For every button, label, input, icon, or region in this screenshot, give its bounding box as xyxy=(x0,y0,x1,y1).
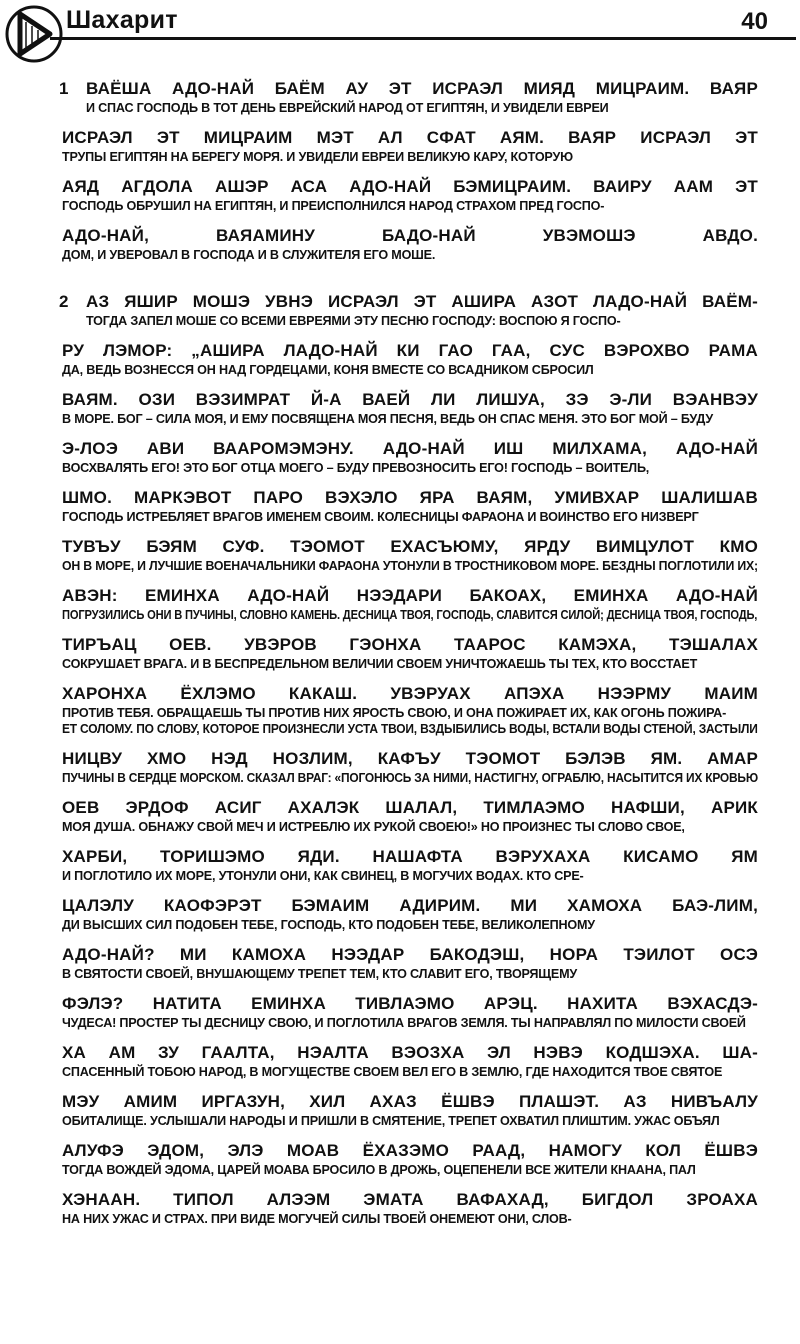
translation-line: ЧУДЕСА! ПРОСТЕР ТЫ ДЕСНИЦУ СВОЮ, И ПОГЛОТИЛА ВРАГОВ ЗЕМЛЯ. ТЫ НАПРАВЛЯЛ ПО МИЛОСТИ СВОЕЙ xyxy=(62,1016,746,1030)
line-pair xyxy=(62,389,758,427)
translation-line: И СПАС ГОСПОДЬ В ТОТ ДЕНЬ ЕВРЕЙСКИЙ НАРОД ОТ ЕГИПТЯН, И УВИДЕЛИ ЕВРЕИ xyxy=(86,101,609,115)
prayer-text xyxy=(59,78,758,1238)
transliteration-line: ХАРОНХА ЁХЛЭМО КАКАШ. УВЭРУАХ АПЭХА НЭЭРМУ МАИМ xyxy=(62,684,758,703)
translation-line: ЕТ СОЛОМУ. ПО СЛОВУ, КОТОРОЕ ПРОИЗНЕСЛИ УСТА ТВОИ, ВЗДЫБИЛИСЬ ВОДЫ, ВСТАЛИ ВОДЫ СТЕНОЙ, ЗАСТЫЛИ xyxy=(62,722,758,736)
transliteration-line: ХАРБИ, ТОРИШЭМО ЯДИ. НАШАФТА ВЭРУХАХА КИСАМО ЯМ xyxy=(62,847,758,866)
translation-line: ПРОТИВ ТЕБЯ. ОБРАЩАЕШЬ ТЫ ПРОТИВ НИХ ЯРОСТЬ СВОЮ, И ОНА ПОЖИРАЕТ ИХ, КАК ОГОНЬ ПОЖИРА- xyxy=(62,706,727,720)
line-pair xyxy=(62,944,758,982)
line-pair xyxy=(62,78,758,116)
line-pair xyxy=(62,895,758,933)
transliteration-line: ФЭЛЭ? НАТИТА ЕМИНХА ТИВЛАЭМО АРЭЦ. НАХИТА ВЭХАСДЭ- xyxy=(62,994,758,1013)
line-pair xyxy=(62,536,758,574)
line-pair xyxy=(62,438,758,476)
line-pair xyxy=(62,176,758,214)
transliteration-line: ВАЯМ. ОЗИ ВЭЗИМРАТ Й-А ВАЕЙ ЛИ ЛИШУА, ЗЭ Э-ЛИ ВЭАНВЭУ xyxy=(62,390,758,409)
line-pair xyxy=(62,225,758,263)
line-pair xyxy=(62,634,758,672)
translation-line: В СВЯТОСТИ СВОЕЙ, ВНУШАЮЩЕМУ ТРЕПЕТ ТЕМ, КТО СЛАВИТ ЕГО, ТВОРЯЩЕМУ xyxy=(62,967,578,981)
transliteration-line: Э-ЛОЭ АВИ ВААРОМЭМЭНУ. АДО-НАЙ ИШ МИЛХАМА, АДО-НАЙ xyxy=(62,439,758,458)
translation-line: ПОГРУЗИЛИСЬ ОНИ В ПУЧИНЫ, СЛОВНО КАМЕНЬ. ДЕСНИЦА ТВОЯ, ГОСПОДЬ, СЛАВИТСЯ СИЛОЙ; ДЕСНИЦА ТВОЯ, ГОСПОДЬ, xyxy=(62,608,758,622)
transliteration-line: АДО-НАЙ? МИ КАМОХА НЭЭДАР БАКОДЭШ, НОРА ТЭИЛОТ ОСЭ xyxy=(62,945,758,964)
line-pair xyxy=(62,1091,758,1129)
harp-emblem-icon xyxy=(4,4,64,64)
translation-line: ТОГДА ЗАПЕЛ МОШЕ СО ВСЕМИ ЕВРЕЯМИ ЭТУ ПЕСНЮ ГОСПОДУ: ВОСПОЮ Я ГОСПО- xyxy=(86,314,621,328)
page-header xyxy=(0,0,800,70)
header-rule xyxy=(50,37,796,40)
translation-line: ГОСПОДЬ ИСТРЕБЛЯЕТ ВРАГОВ ИМЕНЕМ СВОИМ. КОЛЕСНИЦЫ ФАРАОНА И ВОИНСТВО ЕГО НИЗВЕРГ xyxy=(62,510,699,524)
line-pair xyxy=(62,748,758,786)
translation-line: СОКРУШАЕТ ВРАГА. И В БЕСПРЕДЕЛЬНОМ ВЕЛИЧИИ СВОЕМ УНИЧТОЖАЕШЬ ТЫ ТЕХ, КТО ВОССТАЕТ xyxy=(62,657,698,671)
translation-line: НА НИХ УЖАС И СТРАХ. ПРИ ВИДЕ МОГУЧЕЙ СИЛЫ ТВОЕЙ ОНЕМЕЮТ ОНИ, СЛОВ- xyxy=(62,1212,572,1226)
verse-paragraph xyxy=(59,78,758,263)
translation-line: МОЯ ДУША. ОБНАЖУ СВОЙ МЕЧ И ИСТРЕБЛЮ ИХ РУКОЙ СВОЕЮ!» НО ПРОИЗНЕС ТЫ СЛОВО СВОЕ, xyxy=(62,820,685,834)
transliteration-line: РУ ЛЭМОР: „АШИРА ЛАДО-НАЙ КИ ГАО ГАА, СУС ВЭРОХВО РАМА xyxy=(62,341,758,360)
page-title: Шахарит xyxy=(66,6,178,34)
line-pair xyxy=(62,1189,758,1227)
translation-line: ГОСПОДЬ ОБРУШИЛ НА ЕГИПТЯН, И ПРЕИСПОЛНИЛСЯ НАРОД СТРАХОМ ПРЕД ГОСПО- xyxy=(62,199,605,213)
line-pair xyxy=(62,797,758,835)
line-pair xyxy=(62,683,758,737)
page-number: 40 xyxy=(741,8,768,35)
transliteration-line: ТУВЪУ БЭЯМ СУФ. ТЭОМОТ ЕХАСЪЮМУ, ЯРДУ ВИМЦУЛОТ КМО xyxy=(62,537,758,556)
translation-line: ТРУПЫ ЕГИПТЯН НА БЕРЕГУ МОРЯ. И УВИДЕЛИ ЕВРЕИ ВЕЛИКУЮ КАРУ, КОТОРУЮ xyxy=(62,150,573,164)
line-pair xyxy=(62,340,758,378)
transliteration-line: АДО-НАЙ, ВАЯАМИНУ БАДО-НАЙ УВЭМОШЭ АВДО. xyxy=(62,226,758,245)
transliteration-line: НИЦВУ ХМО НЭД НОЗЛИМ, КАФЪУ ТЭОМОТ БЭЛЭВ ЯМ. АМАР xyxy=(62,749,758,768)
line-pair xyxy=(62,127,758,165)
line-pair xyxy=(62,487,758,525)
transliteration-line: АЛУФЭ ЭДОМ, ЭЛЭ МОАВ ЁХАЗЭМО РААД, НАМОГУ КОЛ ЁШВЭ xyxy=(62,1141,758,1160)
verse-paragraph xyxy=(59,291,758,1227)
translation-line: ДОМ, И УВЕРОВАЛ В ГОСПОДА И В СЛУЖИТЕЛЯ ЕГО МОШЕ. xyxy=(62,248,436,262)
line-pair xyxy=(62,291,758,329)
transliteration-line: АВЭН: ЕМИНХА АДО-НАЙ НЭЭДАРИ БАКОАХ, ЕМИНХА АДО-НАЙ xyxy=(62,586,758,605)
transliteration-line: АЯД АГДОЛА АШЭР АСА АДО-НАЙ БЭМИЦРАИМ. ВАИРУ ААМ ЭТ xyxy=(62,177,758,196)
verse-number: 2 xyxy=(59,292,69,311)
translation-line: И ПОГЛОТИЛО ИХ МОРЕ, УТОНУЛИ ОНИ, КАК СВИНЕЦ, В МОГУЧИХ ВОДАХ. КТО СРЕ- xyxy=(62,869,584,883)
transliteration-line: ХЭНААН. ТИПОЛ АЛЭЭМ ЭМАТА ВАФАХАД, БИГДОЛ ЗРОАХА xyxy=(62,1190,758,1209)
line-pair xyxy=(62,993,758,1031)
transliteration-line: ВАЁША АДО-НАЙ БАЁМ АУ ЭТ ИСРАЭЛ МИЯД МИЦРАИМ. ВАЯР xyxy=(86,79,758,98)
transliteration-line: АЗ ЯШИР МОШЭ УВНЭ ИСРАЭЛ ЭТ АШИРА АЗОТ ЛАДО-НАЙ ВАЁМ- xyxy=(86,292,758,311)
translation-line: ДА, ВЕДЬ ВОЗНЕССЯ ОН НАД ГОРДЕЦАМИ, КОНЯ ВМЕСТЕ СО ВСАДНИКОМ СБРОСИЛ xyxy=(62,363,594,377)
transliteration-line: ЦАЛЭЛУ КАОФЭРЭТ БЭМАИМ АДИРИМ. МИ ХАМОХА БАЭ-ЛИМ, xyxy=(62,896,758,915)
translation-line: ТОГДА ВОЖДЕЙ ЭДОМА, ЦАРЕЙ МОАВА БРОСИЛО В ДРОЖЬ, ОЦЕПЕНЕЛИ ВСЕ ЖИТЕЛИ КНААНА, ПАЛ xyxy=(62,1163,696,1177)
line-pair xyxy=(62,1042,758,1080)
translation-line: ДИ ВЫСШИХ СИЛ ПОДОБЕН ТЕБЕ, ГОСПОДЬ, КТО ПОДОБЕН ТЕБЕ, ВЕЛИКОЛЕПНОМУ xyxy=(62,918,595,932)
translation-line: ОБИТАЛИЩЕ. УСЛЫШАЛИ НАРОДЫ И ПРИШЛИ В СМЯТЕНИЕ, ТРЕПЕТ ОХВАТИЛ ПЛИШТИМ. УЖАС ОБЪЯЛ xyxy=(62,1114,720,1128)
line-pair xyxy=(62,585,758,623)
transliteration-line: ТИРЪАЦ ОЕВ. УВЭРОВ ГЭОНХА ТААРОС КАМЭХА, ТЭШАЛАХ xyxy=(62,635,758,654)
line-pair xyxy=(62,1140,758,1178)
verse-number: 1 xyxy=(59,79,69,98)
transliteration-line: ОЕВ ЭРДОФ АСИГ АХАЛЭК ШАЛАЛ, ТИМЛАЭМО НАФШИ, АРИК xyxy=(62,798,758,817)
translation-line: СПАСЕННЫЙ ТОБОЮ НАРОД, В МОГУЩЕСТВЕ СВОЕМ ВЕЛ ЕГО В ЗЕМЛЮ, ГДЕ НАХОДИТСЯ ТВОЕ СВЯТОЕ xyxy=(62,1065,723,1079)
transliteration-line: ШМО. МАРКЭВОТ ПАРО ВЭХЭЛО ЯРА ВАЯМ, УМИВХАР ШАЛИШАВ xyxy=(62,488,758,507)
translation-line: В МОРЕ. БОГ – СИЛА МОЯ, И ЕМУ ПОСВЯЩЕНА МОЯ ПЕСНЯ, ВЕДЬ ОН СПАС МЕНЯ. ЭТО БОГ МОЙ – БУДУ xyxy=(62,412,713,426)
transliteration-line: ХА АМ ЗУ ГААЛТА, НЭАЛТА ВЭОЗХА ЭЛ НЭВЭ КОДШЭХА. ША- xyxy=(62,1043,758,1062)
transliteration-line: МЭУ АМИМ ИРГАЗУН, ХИЛ АХАЗ ЁШВЭ ПЛАШЭТ. АЗ НИВЪАЛУ xyxy=(62,1092,758,1111)
translation-line: ОН В МОРЕ, И ЛУЧШИЕ ВОЕНАЧАЛЬНИКИ ФАРАОНА УТОНУЛИ В ТРОСТНИКОВОМ МОРЕ. БЕЗДНЫ ПОГЛОТИЛИ ИХ; xyxy=(62,559,758,573)
line-pair xyxy=(62,846,758,884)
translation-line: ВОСХВАЛЯТЬ ЕГО! ЭТО БОГ ОТЦА МОЕГО – БУДУ ПРЕВОЗНОСИТЬ ЕГО! ГОСПОДЬ – ВОИТЕЛЬ, xyxy=(62,461,650,475)
translation-line: ПУЧИНЫ В СЕРДЦЕ МОРСКОМ. СКАЗАЛ ВРАГ: «ПОГОНЮСЬ ЗА НИМИ, НАСТИГНУ, ОГРАБЛЮ, НАСЫТИТСЯ ИХ КРОВЬЮ xyxy=(62,771,758,785)
transliteration-line: ИСРАЭЛ ЭТ МИЦРАИМ МЭТ АЛ СФАТ АЯМ. ВАЯР ИСРАЭЛ ЭТ xyxy=(62,128,758,147)
